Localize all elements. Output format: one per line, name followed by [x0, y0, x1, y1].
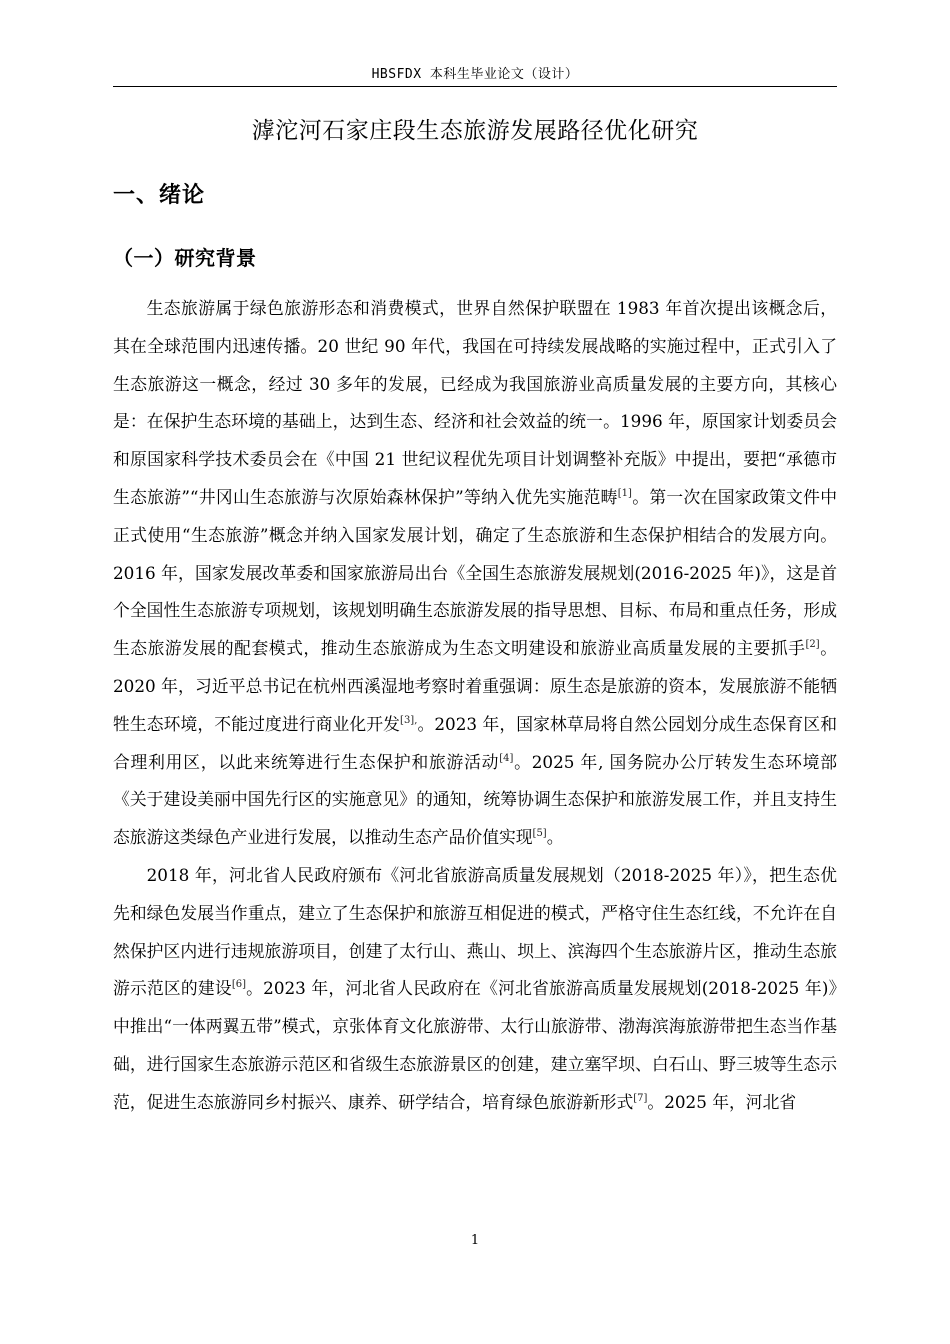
citation-reference: [3],: [400, 714, 418, 726]
text-run: 2018 年，河北省人民政府颁布《河北省旅游高质量发展规划（2018-2025 年）》，把生态优先和绿色发展当作重点，建立了生态保护和旅游互相促进的模式，严格守住生态红线，不允许在自然保护区内进行违规旅游项目，创建了太行山、燕山、坝上、滨海四个生态旅游片区，推动生态旅游示范区的建设: [113, 864, 837, 999]
citation-reference: [4]: [499, 752, 514, 764]
document-title: 滹沱河石家庄段生态旅游发展路径优化研究: [251, 118, 699, 144]
body-text: [113, 290, 837, 1122]
citation-reference: [5]: [532, 828, 547, 840]
paragraph: [113, 857, 837, 1122]
page-number: 1: [470, 1233, 480, 1248]
text-run: 。2023 年，河北省人民政府在《河北省旅游高质量发展规划(2018-2025 年)》中推出“一体两翼五带”模式，京张体育文化旅游带、太行山旅游带、渤海滨海旅游带把生态当作基础，进行国家生态旅游示范区和省级生态旅游景区的创建，建立塞罕坝、白石山、野三坡等生态示范，促进生态旅游同乡村振兴、康养、研学结合，培育绿色旅游新形式: [113, 978, 837, 1112]
text-run: 。2025 年，河北省: [647, 1091, 797, 1112]
text-run: 。第一次在国家政策文件中正式使用“生态旅游”概念并纳入国家发展计划，确定了生态旅游和生态保护相结合的发展方向。2016 年，国家发展改革委和国家旅游局出台《全国生态旅游发展规划(2016-2025 年)》，这是首个全国性生态旅游专项规划，该规划明确生态旅游发展的指导思想、目标、布局和重点任务，形成生态旅游发展的配套模式，推动生态旅游成为生态文明建设和旅游业高质量发展的主要抓手: [113, 486, 837, 659]
text-run: 生态旅游属于绿色旅游形态和消费模式，世界自然保护联盟在 1983 年首次提出该概念后，其在全球范围内迅速传播。20 世纪 90 年代，我国在可持续发展战略的实施过程中，正式引入了生态旅游这一概念，经过 30 多年的发展，已经成为我国旅游业高质量发展的主要方向，其核心是：在保护生态环境的基础上，达到生态、经济和社会效益的统一。1996 年，原国家计划委员会和原国家科学技术委员会在《中国 21 世纪议程优先项目计划调整补充版》中提出，要把“承德市生态旅游”“井冈山生态旅游与次原始森林保护”等纳入优先实施范畴: [113, 298, 837, 507]
section-heading: 一、绪论: [113, 183, 206, 208]
text-run: 。2020 年，习近平总书记在杭州西溪湿地考察时着重强调：原生态是旅游的资本，发展旅游不能牺牲生态环境，不能过度进行商业化开发: [113, 638, 837, 734]
text-run: 。: [546, 827, 564, 848]
citation-reference: [2]: [805, 639, 820, 651]
citation-reference: [6]: [231, 979, 246, 991]
subsection-heading: （一）研究背景: [113, 246, 257, 270]
citation-reference: [7]: [633, 1092, 648, 1104]
text-run: 。2023 年，国家林草局将自然公园划分成生态保育区和合理利用区，以此来统筹进行生态保护和旅游活动: [113, 713, 837, 772]
citation-reference: [1]: [617, 487, 632, 499]
running-header: HBSFDX 本科生毕业论文（设计）: [371, 67, 579, 82]
paragraph: [113, 290, 837, 857]
text-run: 。2025 年, 国务院办公厅转发生态环境部《关于建设美丽中国先行区的实施意见》的通知，统筹协调生态保护和旅游发展工作，并且支持生态旅游这类绿色产业进行发展，以推动生态产品价值实现: [113, 751, 837, 848]
header-divider: [113, 86, 837, 87]
